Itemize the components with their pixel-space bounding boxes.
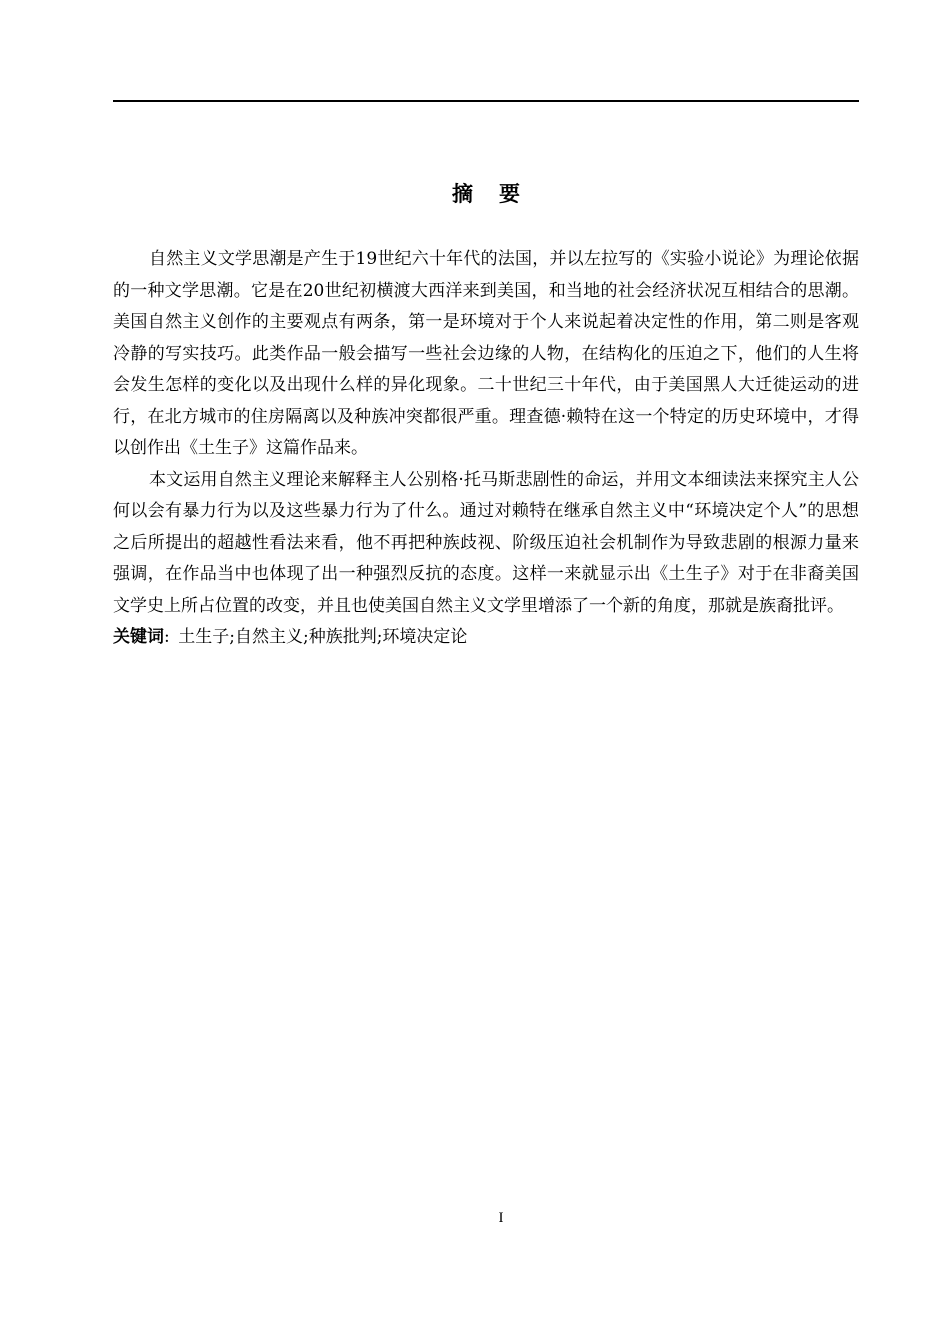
title-char-1: 摘 bbox=[452, 182, 473, 206]
abstract-body bbox=[113, 244, 859, 654]
keywords-label: 关键词 bbox=[113, 627, 164, 647]
title-char-2: 要 bbox=[499, 182, 520, 206]
header-rule bbox=[113, 100, 859, 102]
abstract-paragraph-1: 自然主义文学思潮是产生于19世纪六十年代的法国，并以左拉写的《实验小说论》为理论依据的一种文学思潮。它是在20世纪初横渡大西洋来到美国，和当地的社会经济状况互相结合的思潮。美国自然主义创作的主要观点有两条，第一是环境对于个人来说起着决定性的作用，第二则是客观冷静的写实技巧。此类作品一般会描写一些社会边缘的人物，在结构化的压迫之下，他们的人生将会发生怎样的变化以及出现什么样的异化现象。二十世纪三十年代，由于美国黑人大迁徙运动的进行，在北方城市的住房隔离以及种族冲突都很严重。理查德·赖特在这一个特定的历史环境中，才得以创作出《土生子》这篇作品来。 bbox=[113, 249, 859, 458]
abstract-paragraph-2: 本文运用自然主义理论来解释主人公别格·托马斯悲剧性的命运，并用文本细读法来探究主人公何以会有暴力行为以及这些暴力行为了什么。通过对赖特在继承自然主义中“环境决定个人”的思想之后所提出的超越性看法来看，他不再把种族歧视、阶级压迫社会机制作为导致悲剧的根源力量来强调，在作品当中也体现了出一种强烈反抗的态度。这样一来就显示出《土生子》对于在非裔美国文学史上所占位置的改变，并且也使美国自然主义文学里增添了一个新的角度，那就是族裔批评。 bbox=[113, 469, 859, 616]
keywords-line bbox=[113, 622, 859, 654]
page-number: I bbox=[498, 1210, 504, 1226]
keywords-value: 土生子;自然主义;种族批判;环境决定论 bbox=[178, 627, 468, 647]
keywords-separator: : bbox=[164, 627, 170, 647]
abstract-title bbox=[113, 178, 859, 208]
